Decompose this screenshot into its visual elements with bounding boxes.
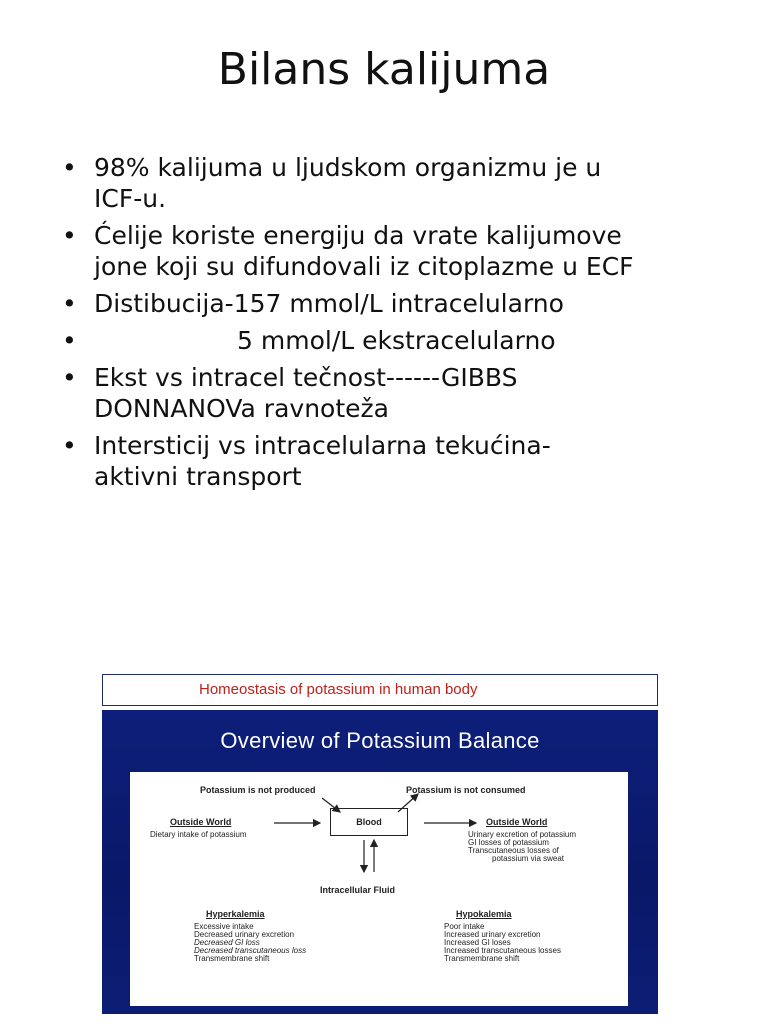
hyperkalemia-line: Excessive intake	[194, 922, 254, 931]
outside-right-line: Urinary excretion of potassium	[468, 830, 577, 839]
bullet-item	[62, 288, 742, 319]
hypokalemia-title: Hypokalemia	[456, 909, 512, 919]
outside-world-left-title: Outside World	[170, 817, 232, 827]
bullet-item	[62, 362, 742, 424]
potassium-figure	[102, 674, 658, 1014]
blood-box: Blood	[330, 808, 408, 836]
intracellular-fluid-label: Intracellular Fluid	[320, 885, 396, 895]
not-produced-label: Potassium is not produced	[200, 785, 316, 795]
hypokalemia-line: Increased GI loses	[444, 938, 511, 947]
bullet-marker: •	[62, 326, 77, 355]
hypokalemia-line: Increased transcutaneous losses	[444, 946, 561, 955]
slide-title: Bilans kalijuma	[217, 44, 551, 95]
outside-right-line: GI losses of potassium	[468, 838, 549, 847]
overview-panel	[102, 710, 658, 1014]
bullet-marker: •	[62, 221, 77, 250]
outside-right-line: Transcutaneous losses of	[468, 846, 559, 855]
bullet-text: Intersticij vs intracelularna tekućina- aktivni transport	[94, 431, 551, 491]
not-consumed-label: Potassium is not consumed	[406, 785, 526, 795]
hyperkalemia-line: Decreased transcutaneous loss	[194, 946, 307, 955]
bullet-text: Ćelije koriste energiju da vrate kalijumove jone koji su difundovali iz citoplazme u ECF	[94, 221, 634, 281]
bullet-marker: •	[62, 289, 77, 318]
bullet-text: Distibucija-157 mmol/L intracelularno	[94, 289, 564, 318]
bullet-item	[62, 430, 742, 492]
hyperkalemia-title: Hyperkalemia	[206, 909, 265, 919]
overview-title: Overview of Potassium Balance	[220, 728, 540, 753]
bullet-item	[62, 220, 742, 282]
hypokalemia-line: Transmembrane shift	[444, 954, 520, 963]
outside-world-left-line: Dietary intake of potassium	[150, 830, 247, 839]
bullet-list	[62, 152, 742, 498]
bullet-marker: •	[62, 431, 77, 460]
outside-world-right-title: Outside World	[486, 817, 548, 827]
outside-right-line: potassium via sweat	[492, 854, 565, 863]
bullet-marker: •	[62, 153, 77, 182]
hyperkalemia-line: Decreased GI loss	[194, 938, 260, 947]
bullet-text: Ekst vs intracel tečnost------GIBBS DONNANOVa ravnoteža	[94, 363, 518, 423]
hypokalemia-line: Increased urinary excretion	[444, 930, 541, 939]
bullet-marker: •	[62, 363, 77, 392]
hyperkalemia-line: Decreased urinary excretion	[194, 930, 295, 939]
hyperkalemia-line: Transmembrane shift	[194, 954, 270, 963]
hypokalemia-line: Poor intake	[444, 922, 485, 931]
bullet-item	[62, 152, 742, 214]
bullet-item	[62, 325, 742, 356]
bullet-text: 5 mmol/L ekstracelularno	[94, 326, 556, 355]
bullet-text: 98% kalijuma u ljudskom organizmu je u ICF-u.	[94, 153, 602, 213]
figure-caption: Homeostasis of potassium in human body	[102, 674, 658, 706]
potassium-balance-diagram	[130, 772, 628, 1006]
